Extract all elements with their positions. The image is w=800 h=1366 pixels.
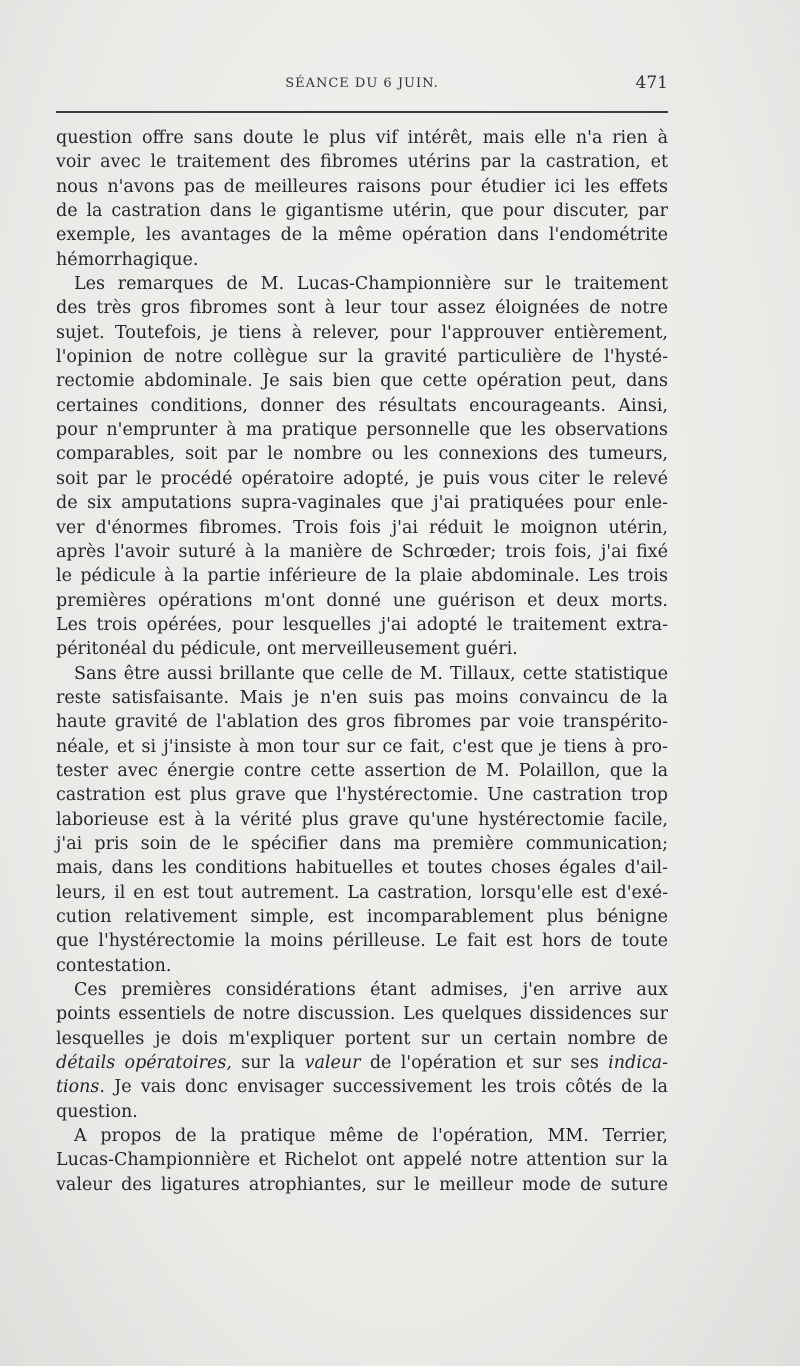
text-line: de six amputations supra-vaginales que j'ai pratiquées pour enle- <box>56 493 668 514</box>
text-line: Sans être aussi brillante que celle de M. Tillaux, cette statistique <box>74 663 668 684</box>
text-line: question. <box>56 1101 138 1122</box>
text-line: après l'avoir suturé à la manière de Schrœder; trois fois, j'ai fixé <box>56 541 668 562</box>
text-line: sujet. Toutefois, je tiens à relever, pour l'approuver entièrement, <box>56 322 668 343</box>
text-line: A propos de la pratique même de l'opération, MM. Terrier, <box>74 1126 668 1147</box>
running-title: SÉANCE DU 6 JUIN. <box>285 76 439 91</box>
text-line-rich <box>56 1051 668 1075</box>
text-line: ver d'énormes fibromes. Trois fois j'ai réduit le moignon utérin, <box>56 517 668 538</box>
text-line: le pédicule à la partie inférieure de la plaie abdominale. Les trois <box>56 566 668 587</box>
text-line: rectomie abdominale. Je sais bien que cette opération peut, dans <box>56 371 668 392</box>
italic-phrase: tions. <box>56 1077 105 1098</box>
text-line: leurs, il en est tout autrement. La castration, lorsqu'elle est d'exé- <box>56 882 668 903</box>
page-number: 471 <box>635 73 668 93</box>
text-line: l'opinion de notre collègue sur la gravité particulière de l'hysté- <box>56 347 668 368</box>
header-rule <box>56 111 668 113</box>
text-line: points essentiels de notre discussion. Les quelques dissidences sur <box>56 1004 668 1025</box>
text-line: premières opérations m'ont donné une guérison et deux morts. <box>56 590 668 611</box>
text-line-rich <box>56 1075 668 1099</box>
text-line: certaines conditions, donner des résultats encourageants. Ainsi, <box>56 395 668 416</box>
text-line: néale, et si j'insiste à mon tour sur ce fait, c'est que je tiens à pro- <box>56 736 668 757</box>
text-line: valeur des ligatures atrophiantes, sur le meilleur mode de suture <box>56 1174 668 1195</box>
text-line: laborieuse est à la vérité plus grave qu'une hystérectomie facile, <box>56 809 668 830</box>
text-line: hémorrhagique. <box>56 249 199 270</box>
italic-phrase: détails opératoires, <box>56 1053 232 1074</box>
text-line: reste satisfaisante. Mais je n'en suis pas moins convaincu de la <box>56 687 668 708</box>
text-line: j'ai pris soin de le spécifier dans ma première communication; <box>56 833 668 854</box>
text-line: voir avec le traitement des fibromes utérins par la castration, et <box>56 152 668 173</box>
text-line: péritonéal du pédicule, ont merveilleusement guéri. <box>56 639 518 660</box>
text-line: castration est plus grave que l'hystérectomie. Une castration trop <box>56 785 668 806</box>
text-line: lesquelles je dois m'expliquer portent sur un certain nombre de <box>56 1028 668 1049</box>
text-line: que l'hystérectomie la moins périlleuse. Le fait est hors de toute <box>56 931 668 952</box>
text-line: des très gros fibromes sont à leur tour assez éloignées de notre <box>56 298 668 319</box>
text-line: comparables, soit par le nombre ou les connexions des tumeurs, <box>56 444 668 465</box>
text-line: pour n'emprunter à ma pratique personnelle que les observations <box>56 420 668 441</box>
text-line: Les trois opérées, pour lesquelles j'ai adopté le traitement extra- <box>56 614 668 635</box>
text-line: Les remarques de M. Lucas-Championnière sur le traitement <box>74 274 668 295</box>
text-fragment: sur la <box>231 1053 305 1074</box>
text-line: haute gravité de l'ablation des gros fibromes par voie transpérito- <box>56 712 668 733</box>
italic-phrase: indica- <box>608 1053 668 1074</box>
text-line: contestation. <box>56 955 172 976</box>
text-line: Lucas-Championnière et Richelot ont appelé notre attention sur la <box>56 1150 668 1171</box>
text-line: mais, dans les conditions habituelles et toutes choses égales d'ail- <box>56 858 668 879</box>
text-line: de la castration dans le gigantisme utérin, que pour discuter, par <box>56 201 668 222</box>
text-line: nous n'avons pas de meilleures raisons pour étudier ici les effets <box>56 176 668 197</box>
text-line: Ces premières considérations étant admises, j'en arrive aux <box>74 980 668 1001</box>
text-fragment: Je vais donc envisager successivement les trois côtés de la <box>104 1077 668 1098</box>
text-line: soit par le procédé opératoire adopté, je puis vous citer le relevé <box>56 468 668 489</box>
text-line: question offre sans doute le plus vif intérêt, mais elle n'a rien à <box>56 128 668 148</box>
body-text <box>56 126 668 1197</box>
text-line: tester avec énergie contre cette assertion de M. Polaillon, que la <box>56 760 668 781</box>
text-fragment: de l'opération et sur ses <box>360 1053 609 1074</box>
text-line: cution relativement simple, est incomparablement plus bénigne <box>56 907 668 927</box>
page-header <box>56 73 668 100</box>
text-line: exemple, les avantages de la même opération dans l'endométrite <box>56 225 668 246</box>
italic-phrase: valeur <box>304 1053 361 1074</box>
